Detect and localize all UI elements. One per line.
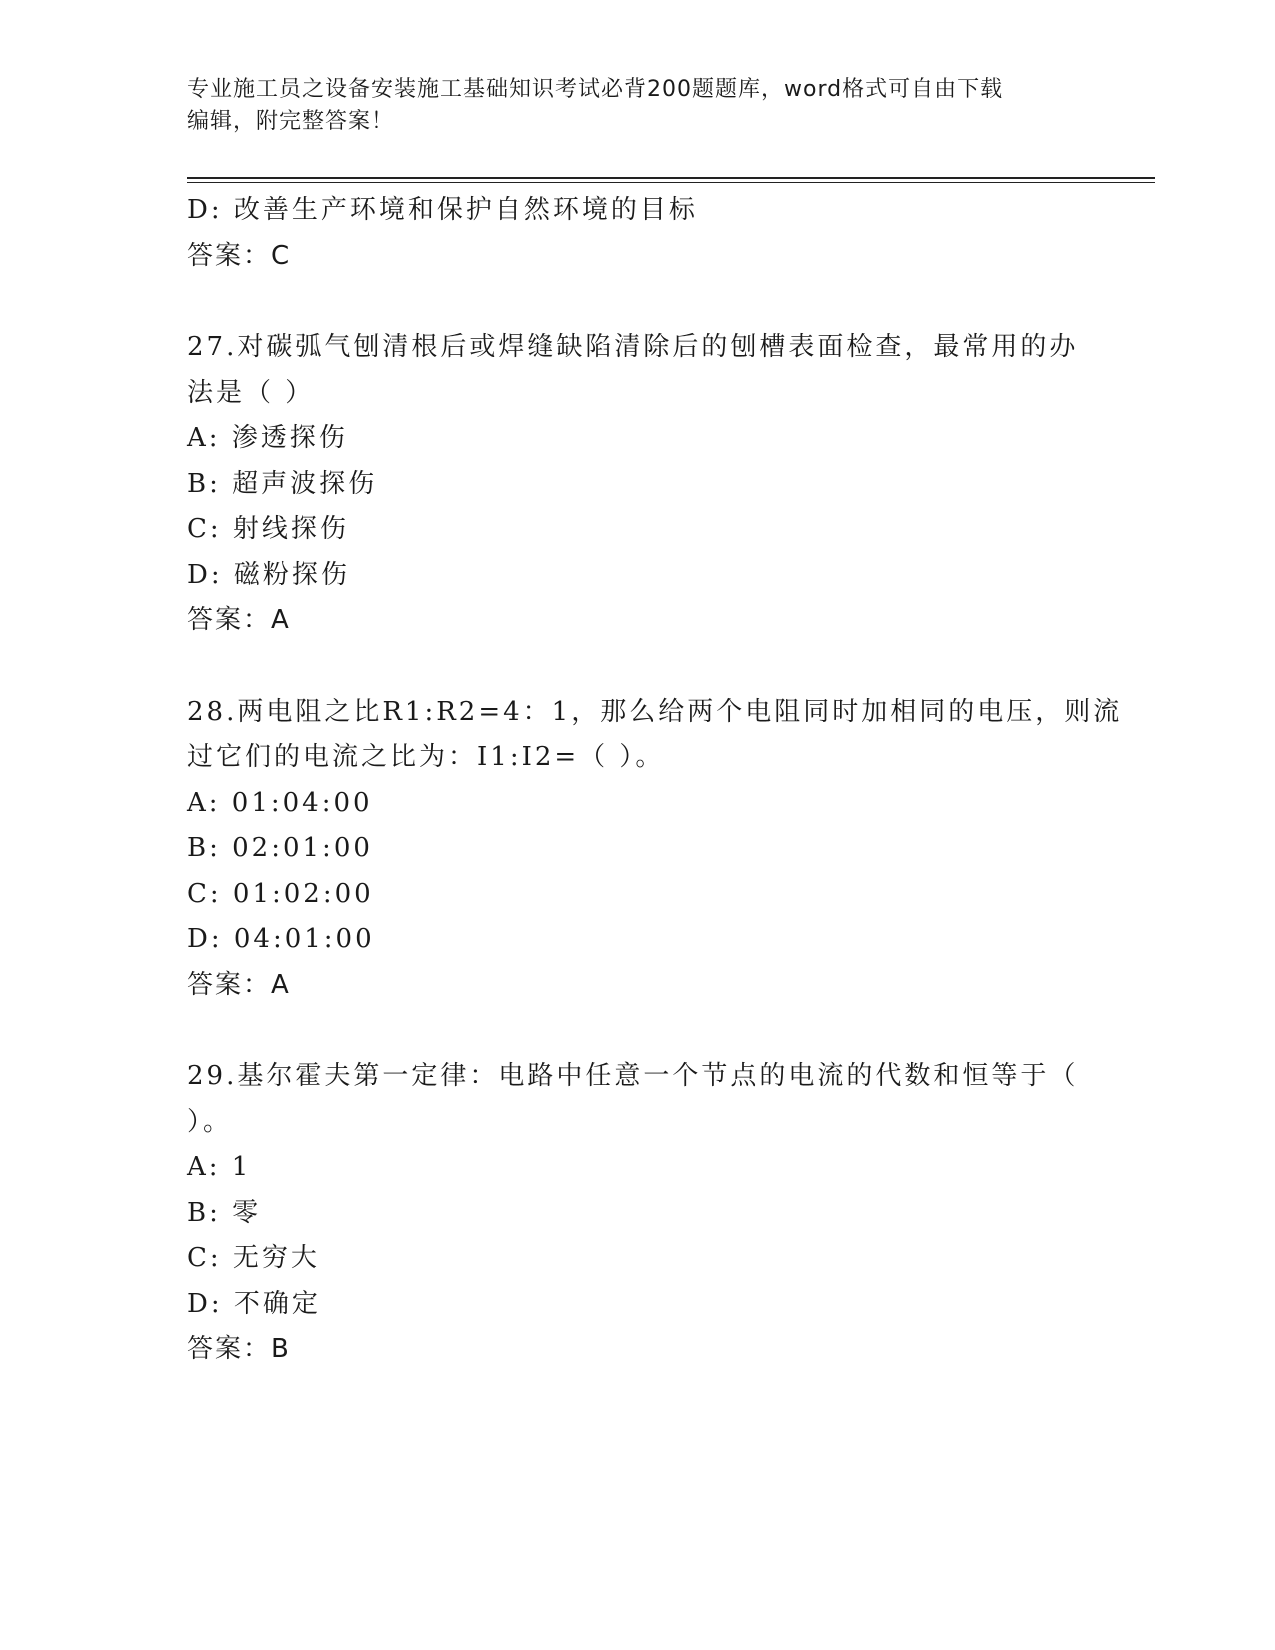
question-stem: 27.对碳弧气刨清根后或焊缝缺陷清除后的刨槽表面检查，最常用的办 [187, 332, 1079, 362]
option-b: B: 02:01:00 [187, 833, 373, 863]
header-line-2: 编辑，附完整答案！ [187, 109, 395, 134]
header-line-1: 专业施工员之设备安装施工基础知识考试必背200题题库，word格式可自由下载 [187, 77, 1004, 102]
question-list [187, 188, 1123, 1373]
question-stem: 29.基尔霍夫第一定律：电路中任意一个节点的电流的代数和恒等于（ [187, 1061, 1079, 1091]
question-stem-cont: 法是（ ） [187, 377, 315, 408]
answer: 答案：A [187, 605, 291, 635]
option-a: A: 1 [187, 1152, 252, 1182]
option-a: A: 渗透探伤 [187, 423, 348, 453]
option-d: D: 磁粉探伤 [187, 559, 350, 590]
option-d: D: 不确定 [187, 1288, 321, 1319]
prev-option-d: D: 改善生产环境和保护自然环境的目标 [187, 195, 698, 225]
spacer [187, 644, 1087, 690]
spacer [187, 1008, 1087, 1054]
question-28 [187, 690, 1123, 1009]
answer: 答案：B [187, 1334, 291, 1364]
option-c: C: 射线探伤 [187, 514, 349, 544]
question-stem-cont: ）。 [187, 1106, 233, 1137]
prev-answer: 答案：C [187, 240, 292, 271]
question-stem-cont: 过它们的电流之比为：I1:I2=（ ）。 [187, 742, 665, 772]
header-divider-thin [187, 182, 1155, 183]
option-b: B: 超声波探伤 [187, 468, 378, 499]
question-27 [187, 325, 1087, 644]
option-c: C: 无穷大 [187, 1243, 320, 1273]
question-29 [187, 1054, 1087, 1373]
option-b: B: 零 [187, 1197, 262, 1228]
option-a: A: 01:04:00 [187, 787, 373, 818]
document-header [187, 74, 1087, 138]
spacer [187, 279, 1087, 325]
answer: 答案：A [187, 969, 291, 1000]
option-d: D: 04:01:00 [187, 924, 375, 954]
option-c: C: 01:02:00 [187, 878, 374, 909]
question-stem: 28.两电阻之比R1:R2=4：1，那么给两个电阻同时加相同的电压，则流 [187, 696, 1123, 727]
header-divider-thick [187, 177, 1155, 179]
